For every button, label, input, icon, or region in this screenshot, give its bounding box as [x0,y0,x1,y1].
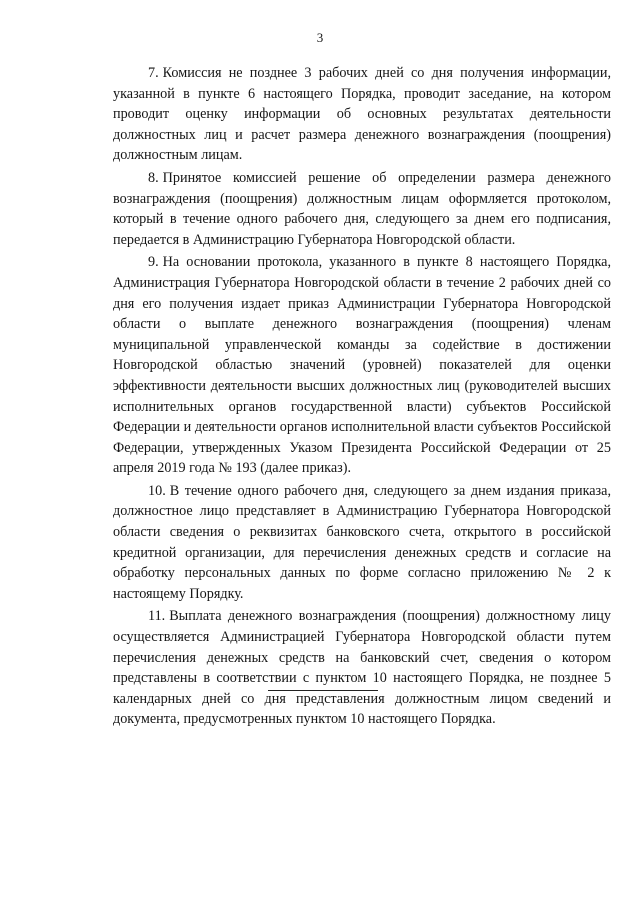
closing-rule-divider [268,690,378,691]
paragraph-text: В течение одного рабочего дня, следующего за днем издания приказа, должностное лицо представляет в Администрацию Губернатора Новгородской области сведения о реквизитах банковского счета, открытого в российской кредитной организации, для перечисления денежных средств и согласие на обработку персональных данных по форме согласно приложению № 2 к настоящему Порядку. [113,482,611,602]
paragraph-number: 9. [148,254,159,271]
paragraph-9 [113,252,611,479]
paragraph-number: 7. [148,65,159,81]
paragraph-10 [113,481,611,605]
paragraph-7 [113,63,611,166]
paragraph-text: Комиссия не позднее 3 рабочих дней со дня получения информации, указанной в пункте 6 настоящего Порядка, проводит заседание, на котором проводит оценку информации об основных результатах деятельности должностных лиц и расчет размера денежного вознаграждения (поощрения) должностным лицам. [113,65,611,164]
paragraph-text: Принятое комиссией решение об определении размера денежного вознаграждения (поощрения) должностным лицам оформляется протоколом, который в течение одного рабочего дня, следующего за днем его подписания, передается в Администрацию Губернатора Новгородской области. [113,169,611,248]
paragraph-number: 10. [148,482,166,499]
paragraph-8 [113,168,611,250]
paragraph-11 [113,606,611,730]
paragraph-number: 8. [148,169,159,186]
paragraph-text: Выплата денежного вознаграждения (поощрения) должностному лицу осуществляется Администрацией Губернатора Новгородской области путем перечисления денежных средств на банковский счет, сведения о котором представлены в соответствии с пунктом 10 настоящего Порядка, не позднее 5 календарных дней со дня представления должностным лицом сведений и документа, предусмотренных пунктом 10 настоящего Порядка. [113,608,611,728]
paragraph-text: На основании протокола, указанного в пункте 8 настоящего Порядка, Администрация Губернатора Новгородской области в течение 2 рабочих дней со дня его получения издает приказ Администрации Губернатора Новгородской области о выплате денежного вознаграждения (поощрения) членам муниципальной управленческой команды за содействие в достижении Новгородской областью значений (уровней) показателей для оценки эффективности деятельности высших должностных лиц (руководителей высших исполнительных органов государственной власти) субъектов Российской Федерации и деятельности органов исполнительной власти субъектов Российской Федерации, утвержденных Указом Президента Российской Федерации от 25 апреля 2019 года № 193 (далее приказ). [113,254,611,477]
page-number: 3 [316,30,324,45]
document-body [113,63,611,732]
paragraph-number: 11. [148,608,166,625]
